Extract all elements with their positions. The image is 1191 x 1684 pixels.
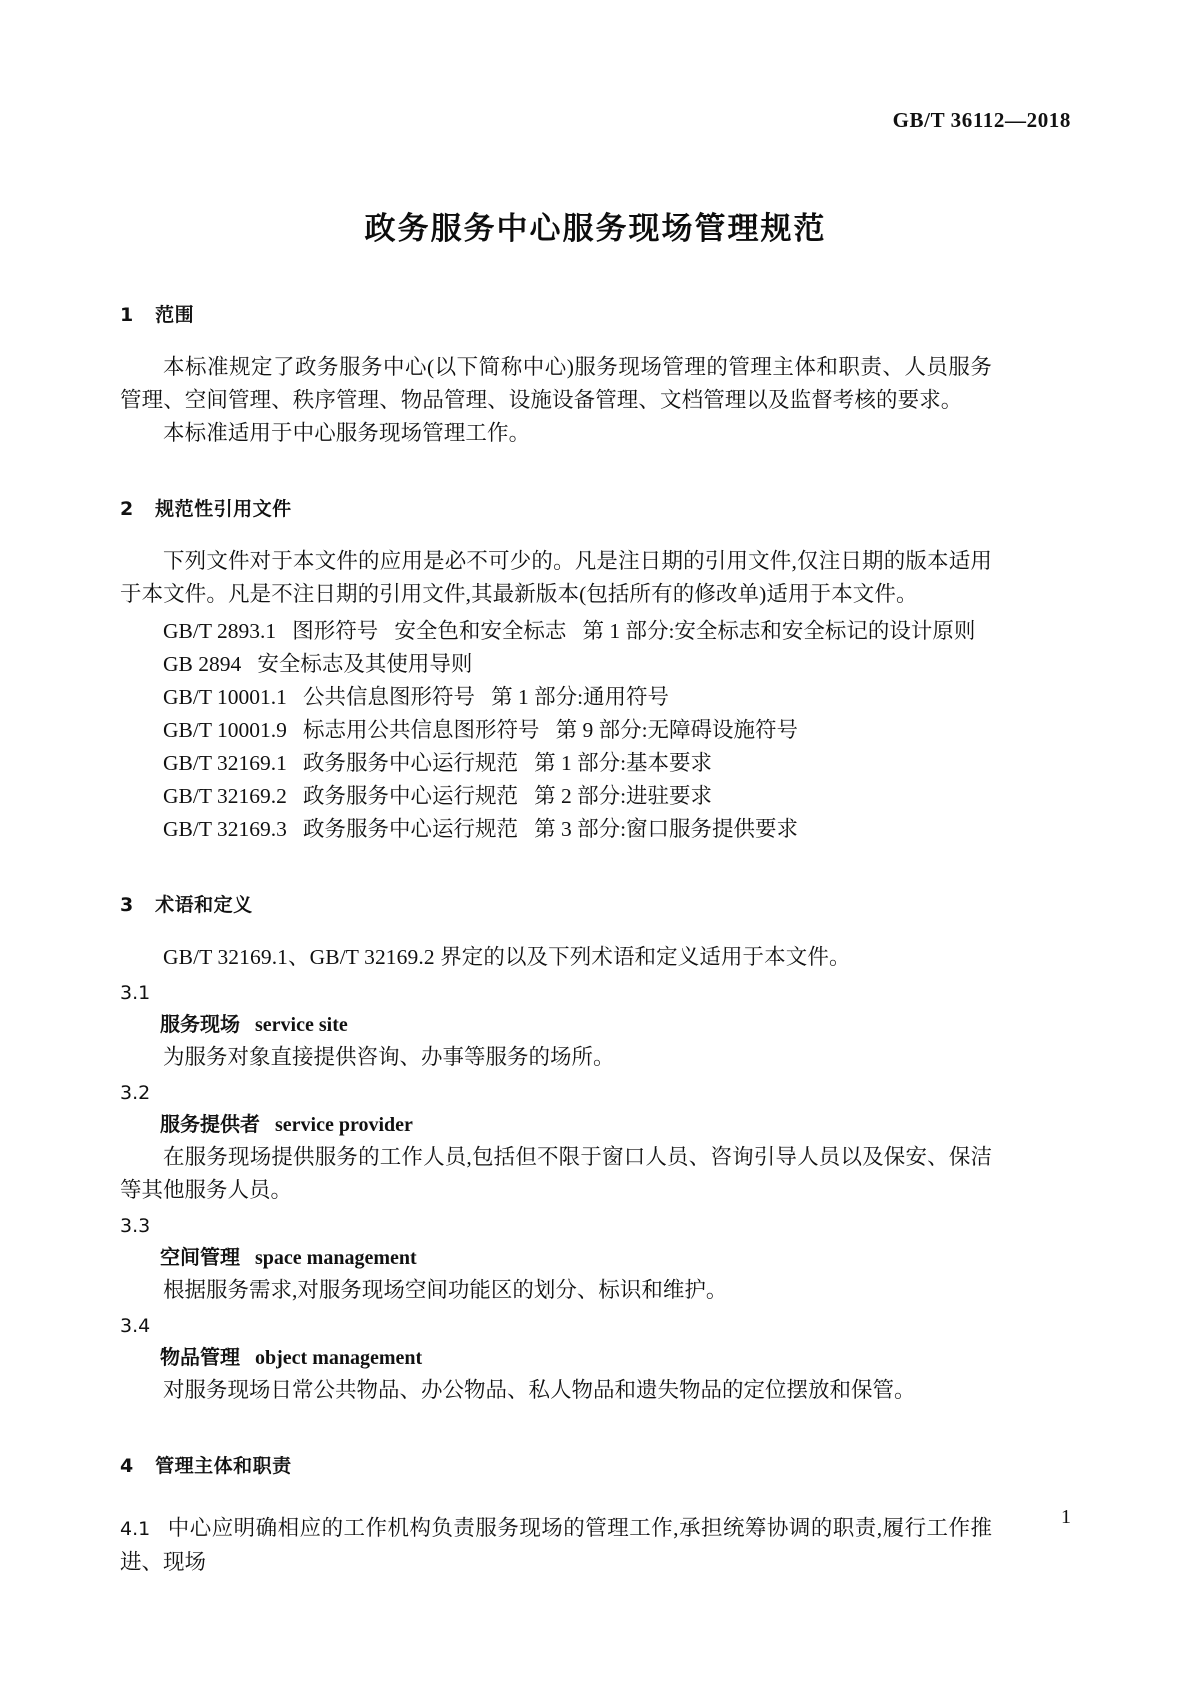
clause-heading-3: 3 术语和定义 xyxy=(120,894,253,916)
reference-item: GB/T 32169.2 政务服务中心运行规范 第 2 部分:进驻要求 xyxy=(163,784,713,808)
term-definition-3-1: 为服务对象直接提供咨询、办事等服务的场所。 xyxy=(163,1045,615,1069)
document-body xyxy=(120,300,992,1579)
clause-3-paragraph-1: GB/T 32169.1、GB/T 32169.2 界定的以及下列术语和定义适用于本文件。 xyxy=(163,945,851,969)
term-name-zh-3-2: 服务提供者 xyxy=(160,1112,260,1136)
reference-item: GB 2894 安全标志及其使用导则 xyxy=(163,652,473,676)
reference-item: GB/T 32169.1 政务服务中心运行规范 第 1 部分:基本要求 xyxy=(163,751,713,775)
clause-2-paragraph-1: 下列文件对于本文件的应用是必不可少的。凡是注日期的引用文件,仅注日期的版本适用于本文件。凡是不注日期的引用文件,其最新版本(包括所有的修改单)适用于本文件。 xyxy=(120,549,992,606)
term-title-3-3 xyxy=(120,1241,992,1274)
term-number-3-1: 3.1 xyxy=(120,982,151,1004)
term-name-en-3-4: object management xyxy=(255,1347,423,1369)
term-number-3-4: 3.4 xyxy=(120,1315,151,1337)
term-title-3-4 xyxy=(120,1341,992,1374)
normative-reference-list xyxy=(120,615,992,846)
clause-heading-1: 1 范围 xyxy=(120,304,195,326)
page-number: 1 xyxy=(1061,1506,1071,1528)
term-definition-3-2: 在服务现场提供服务的工作人员,包括但不限于窗口人员、咨询引导人员以及保安、保洁等其他服务人员。 xyxy=(120,1145,992,1202)
term-number-3-3: 3.3 xyxy=(120,1215,151,1237)
term-name-zh-3-3: 空间管理 xyxy=(160,1245,240,1269)
term-definition-3-3: 根据服务需求,对服务现场空间功能区的划分、标识和维护。 xyxy=(163,1278,728,1302)
running-header xyxy=(120,108,1071,136)
term-title-3-2 xyxy=(120,1108,992,1141)
term-name-en-3-3: space management xyxy=(255,1247,417,1269)
clause-4-1-text: 中心应明确相应的工作机构负责服务现场的管理工作,承担统筹协调的职责,履行工作推进、现场 xyxy=(120,1516,992,1574)
term-name-zh-3-4: 物品管理 xyxy=(160,1345,240,1369)
term-name-en-3-2: service provider xyxy=(275,1114,413,1136)
reference-item: GB/T 10001.1 公共信息图形符号 第 1 部分:通用符号 xyxy=(163,685,670,709)
clause-1-paragraph-2: 本标准适用于中心服务现场管理工作。 xyxy=(163,421,531,445)
reference-item: GB/T 32169.3 政务服务中心运行规范 第 3 部分:窗口服务提供要求 xyxy=(163,817,799,841)
term-definition-3-4: 对服务现场日常公共物品、办公物品、私人物品和遗失物品的定位摆放和保管。 xyxy=(163,1378,916,1402)
clause-heading-2: 2 规范性引用文件 xyxy=(120,498,292,520)
term-number-3-2: 3.2 xyxy=(120,1082,151,1104)
clause-heading-4: 4 管理主体和职责 xyxy=(120,1455,292,1477)
clause-4-1-paragraph xyxy=(120,1512,992,1579)
term-name-en-3-1: service site xyxy=(255,1014,348,1036)
page-title: 政务服务中心服务现场管理规范 xyxy=(364,211,827,247)
term-name-zh-3-1: 服务现场 xyxy=(160,1012,240,1036)
reference-item: GB/T 2893.1 图形符号 安全色和安全标志 第 1 部分:安全标志和安全标记的设计原则 xyxy=(163,619,976,643)
clause-1-paragraph-1: 本标准规定了政务服务中心(以下简称中心)服务现场管理的管理主体和职责、人员服务管理、空间管理、秩序管理、物品管理、设施设备管理、文档管理以及监督考核的要求。 xyxy=(120,355,992,412)
reference-item: GB/T 10001.9 标志用公共信息图形符号 第 9 部分:无障碍设施符号 xyxy=(163,718,799,742)
term-title-3-1 xyxy=(120,1008,992,1041)
clause-4-1-number: 4.1 xyxy=(120,1518,151,1540)
standard-code: GB/T 36112—2018 xyxy=(892,108,1071,132)
